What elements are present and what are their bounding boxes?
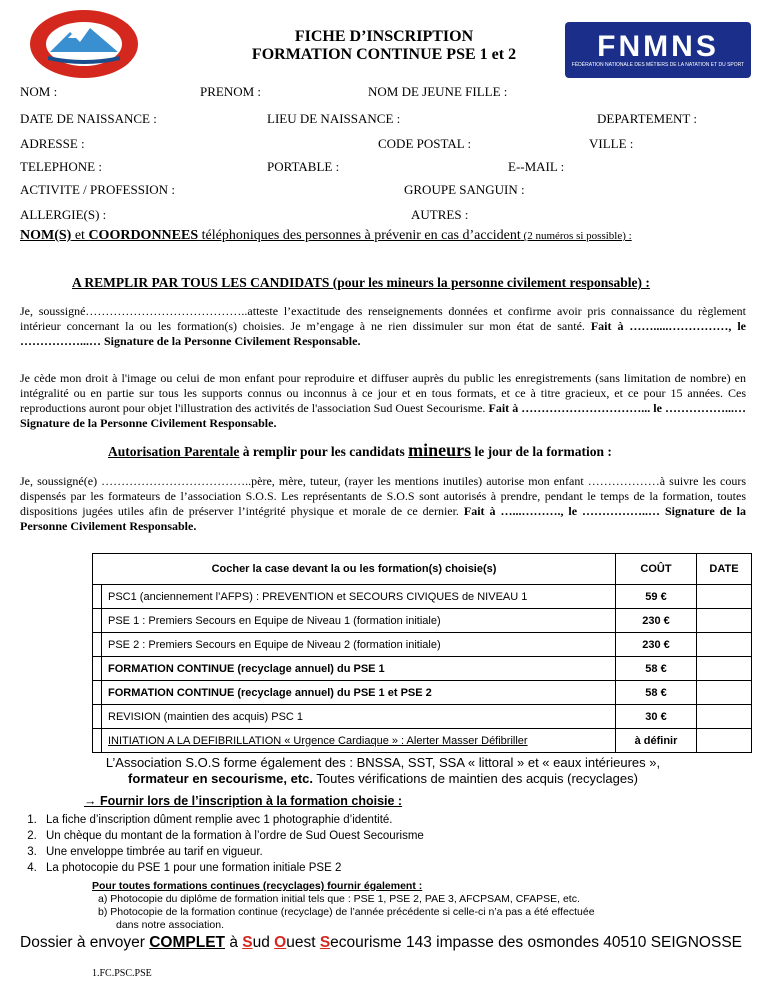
table-row <box>93 729 752 753</box>
also-trains-formateur: formateur en secourisme, etc. <box>128 771 314 786</box>
formation-cost: 230 € <box>616 633 697 657</box>
also-trains-line1: L’Association S.O.S forme également des : BNSSA, SST, SSA « littoral » et « eaux intérieures », <box>105 755 661 770</box>
ouest-initial: O <box>274 934 287 951</box>
continuing-requirements <box>92 880 595 932</box>
field-activite: ACTIVITE / PROFESSION : <box>20 182 175 197</box>
formation-date[interactable] <box>697 585 752 609</box>
fnmns-logo-text: FNMNS <box>597 29 719 63</box>
field-allergies: ALLERGIE(S) : <box>20 207 107 222</box>
send-address: 143 impasse des osmondes 40510 SEIGNOSSE <box>401 934 742 951</box>
formation-label: PSC1 (anciennement l’AFPS) : PREVENTION et SECOURS CIVIQUES de NIVEAU 1 <box>102 585 616 609</box>
field-prenom: PRENOM : <box>200 84 262 99</box>
formation-date[interactable] <box>697 633 752 657</box>
formation-cost: 58 € <box>616 657 697 681</box>
parental-heading-text: à remplir pour les candidats <box>239 444 409 459</box>
formation-date[interactable] <box>697 681 752 705</box>
parental-signature-line: Fait à …...………., le ……………..… Signature de la Personne Civilement Responsable. <box>20 504 746 533</box>
emergency-contacts-line <box>20 227 632 245</box>
parental-heading-mineurs: mineurs <box>408 440 472 460</box>
image-rights-paragraph <box>20 371 746 431</box>
field-code-postal: CODE POSTAL : <box>378 136 472 151</box>
send-prefix: Dossier à envoyer <box>20 934 150 951</box>
formation-label: PSE 2 : Premiers Secours en Equipe de Niveau 2 (formation initiale) <box>102 633 616 657</box>
ouest-rest: uest <box>286 934 320 951</box>
table-row <box>93 585 752 609</box>
field-groupe-sanguin: GROUPE SANGUIN : <box>404 182 525 197</box>
provide-item-cheque: 2. Un chèque du montant de la formation à l’ordre de Sud Ouest Secourisme <box>40 828 424 844</box>
also-trains-line2 <box>20 771 746 787</box>
formation-date[interactable] <box>697 657 752 681</box>
table-row <box>93 657 752 681</box>
emergency-rest: téléphoniques des personnes à prévenir en cas d’accident <box>198 228 521 243</box>
sud-rest: ud <box>252 934 275 951</box>
field-adresse: ADRESSE : <box>20 136 85 151</box>
formation-label: PSE 1 : Premiers Secours en Equipe de Niveau 1 (formation initiale) <box>102 609 616 633</box>
table-header-cost: COÛT <box>616 554 697 585</box>
candidates-heading: A REMPLIR PAR TOUS LES CANDIDATS (pour les mineurs la personne civilement responsable) : <box>72 275 650 290</box>
field-telephone: TELEPHONE : <box>20 159 102 174</box>
formation-cost: 59 € <box>616 585 697 609</box>
table-row <box>93 609 752 633</box>
also-trains-recyclages: Toutes vérifications de maintien des acquis (recyclages) <box>313 771 638 786</box>
formation-date[interactable] <box>697 609 752 633</box>
table-row <box>93 705 752 729</box>
emergency-et: et <box>71 228 89 243</box>
formation-cost: à définir <box>616 729 697 753</box>
field-nom: NOM : <box>20 84 58 99</box>
emergency-noms: NOM(S) <box>20 228 72 243</box>
candidates-signature-line: Fait à …….....……………, le ……………...… Signature de la Personne Civilement Responsable. <box>20 319 746 348</box>
formation-cost: 30 € <box>616 705 697 729</box>
formation-cost: 58 € <box>616 681 697 705</box>
send-a: à <box>225 934 243 951</box>
formation-date[interactable] <box>697 729 752 753</box>
formation-checkbox-revision[interactable] <box>93 705 102 729</box>
continuing-heading: Pour toutes formations continues (recyclages) fournir également : <box>92 880 423 892</box>
page-title: FICHE D’INSCRIPTION <box>294 28 474 45</box>
sud-initial: S <box>242 934 253 951</box>
field-autres: AUTRES : <box>411 207 469 222</box>
emergency-note: (2 numéros si possible) : <box>520 230 632 242</box>
formation-checkbox-pse1[interactable] <box>93 609 102 633</box>
provide-item-pse1-copy: 4. La photocopie du PSE 1 pour une formation initiale PSE 2 <box>40 860 424 876</box>
formation-checkbox-pse2[interactable] <box>93 633 102 657</box>
parental-paragraph <box>20 474 746 534</box>
table-header-row <box>93 554 752 585</box>
parental-heading-title: Autorisation Parentale <box>108 444 240 459</box>
field-ville: VILLE : <box>589 136 634 151</box>
formation-label: REVISION (maintien des acquis) PSC 1 <box>102 705 616 729</box>
image-rights-text: Je cède mon droit à l'image ou celui de mon enfant pour reproduire et diffuser auprès du public les enregistrements (sans limitation de nombre) en intégralité ou en partie sur tous les supports connus ou inconnus à ce jour et en tous formats, et ce à titre gracieux, et ce pour 15 années. Ces reproductions auront pour objet l'illustration des activités de l'association Sud Ouest Secourisme. <box>20 371 746 415</box>
field-portable: PORTABLE : <box>267 159 340 174</box>
secourisme-rest: ecourisme <box>330 934 402 951</box>
send-complet: COMPLET <box>149 934 226 951</box>
field-nom-jeune-fille: NOM DE JEUNE FILLE : <box>368 84 508 99</box>
continuing-item-b-cont: dans notre association. <box>116 919 224 931</box>
document-code: 1.FC.PSC.PSE <box>92 968 152 979</box>
formation-checkbox-defibrillation[interactable] <box>93 729 102 753</box>
formation-checkbox-fc-pse1-pse2[interactable] <box>93 681 102 705</box>
candidates-attestation-text: Je, soussigné…………………………………..atteste l’exactitude des renseignements données et confirme avoir pris connaissance du règlement intérieur concernant la ou les formation(s) choisies. Je m’engage à ne rien dissimuler sur mon état de santé. <box>20 304 746 333</box>
secourisme-initial: S <box>319 934 331 951</box>
field-date-naissance: DATE DE NAISSANCE : <box>20 111 157 126</box>
formations-table <box>92 553 752 753</box>
fnmns-logo-subtitle: FÉDÉRATION NATIONALE DES MÉTIERS DE LA NATATION ET DU SPORT <box>571 61 745 68</box>
page-subtitle: FORMATION CONTINUE PSE 1 et 2 <box>251 46 517 63</box>
field-email: E--MAIL : <box>508 159 565 174</box>
field-lieu-naissance: LIEU DE NAISSANCE : <box>267 111 401 126</box>
parental-text: Je, soussigné(e) ………………………………..père, mère, tuteur, (rayer les mentions inutiles) autorise mon enfant ………………à suivre les cours dispensés par les formateurs de l’association S.O.S. Les représentants de S.O.S sont autorisés à prendre, pendant le temps de la formation, toutes dispositions jugées utiles afin de préserver l’intégrité physique et morale de ce dernier. <box>20 474 746 518</box>
provide-item-photo: 1. La fiche d’inscription dûment remplie avec 1 photographie d’identité. <box>40 812 424 828</box>
formation-date[interactable] <box>697 705 752 729</box>
send-address-line <box>20 934 742 952</box>
parental-heading <box>108 440 612 462</box>
formation-label: INITIATION A LA DEFIBRILLATION « Urgence Cardiaque » : Alerter Masser Défibriller <box>102 729 616 753</box>
continuing-item-b: b) Photocopie de la formation continue (recyclage) de l’année précédente si celle-ci n’a pas a été effectuée <box>98 906 595 918</box>
field-departement: DEPARTEMENT : <box>597 111 697 126</box>
image-rights-signature-line: Fait à …………………………... le ……………...… Signature de la Personne Civilement Responsable. <box>20 401 746 430</box>
table-header-date: DATE <box>697 554 752 585</box>
table-header-label: Cocher la case devant la ou les formation(s) choisie(s) <box>93 554 616 585</box>
parental-heading-end: le jour de la formation : <box>471 444 612 459</box>
provide-heading: → Fournir lors de l’inscription à la formation choisie : <box>84 794 403 808</box>
table-row <box>93 633 752 657</box>
formation-checkbox-fc-pse1[interactable] <box>93 657 102 681</box>
formation-label: FORMATION CONTINUE (recyclage annuel) du PSE 1 <box>102 657 616 681</box>
formation-label: FORMATION CONTINUE (recyclage annuel) du PSE 1 et PSE 2 <box>102 681 616 705</box>
candidates-paragraph <box>20 304 746 349</box>
continuing-item-a: a) Photocopie du diplôme de formation initial tels que : PSE 1, PSE 2, PAE 3, AFCPSAM, CFAPSE, etc. <box>98 893 580 905</box>
provide-list <box>20 812 424 876</box>
formation-cost: 230 € <box>616 609 697 633</box>
table-row <box>93 681 752 705</box>
provide-item-envelope: 3. Une enveloppe timbrée au tarif en vigueur. <box>40 844 424 860</box>
formation-checkbox-psc1[interactable] <box>93 585 102 609</box>
sud-ouest-secourisme-logo <box>28 8 140 80</box>
emergency-coordonnees: COORDONNEES <box>88 228 199 243</box>
